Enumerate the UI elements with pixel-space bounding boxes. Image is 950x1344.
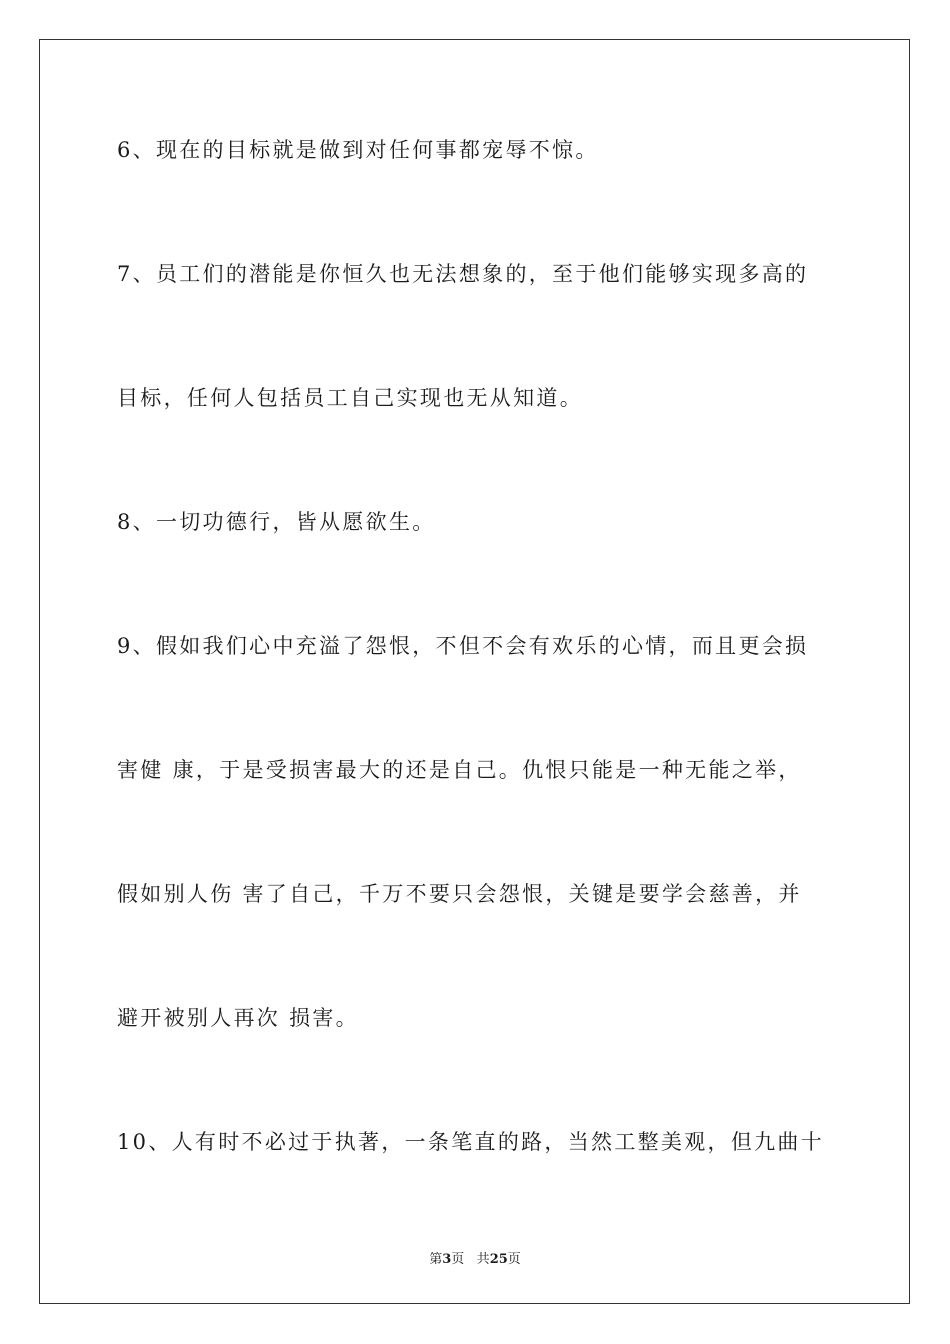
footer-total-pages: 25 xyxy=(489,1252,508,1267)
text-line-3: 目标，任何人包括员工自己实现也无从知道。 xyxy=(117,386,583,410)
text-line-2: 7、员工们的潜能是你恒久也无法想象的，至于他们能够实现多高的 xyxy=(117,262,809,286)
text-line-4: 8、一切功德行，皆从愿欲生。 xyxy=(117,510,436,534)
page-border xyxy=(39,39,910,1304)
footer-page-prefix: 第 xyxy=(429,1252,443,1267)
text-line-9: 10、人有时不必过于执著，一条笔直的路，当然工整美观，但九曲十 xyxy=(117,1130,825,1154)
footer-total-suffix: 页 xyxy=(507,1252,521,1267)
page-footer xyxy=(0,1248,950,1267)
text-line-6: 害健 康，于是受损害最大的还是自己。仇恨只能是一种无能之举， xyxy=(117,758,802,782)
footer-total-prefix: 共 xyxy=(476,1252,490,1267)
text-line-5: 9、假如我们心中充溢了怨恨，不但不会有欢乐的心情，而且更会损 xyxy=(117,634,809,658)
text-line-8: 避开被别人再次 损害。 xyxy=(117,1006,359,1030)
footer-page-suffix: 页 xyxy=(451,1252,465,1267)
text-line-1: 6、现在的目标就是做到对任何事都宠辱不惊。 xyxy=(117,138,599,162)
footer-page-number: 3 xyxy=(442,1252,452,1267)
text-line-7: 假如别人伤 害了自己，千万不要只会怨恨，关键是要学会慈善，并 xyxy=(117,882,802,906)
